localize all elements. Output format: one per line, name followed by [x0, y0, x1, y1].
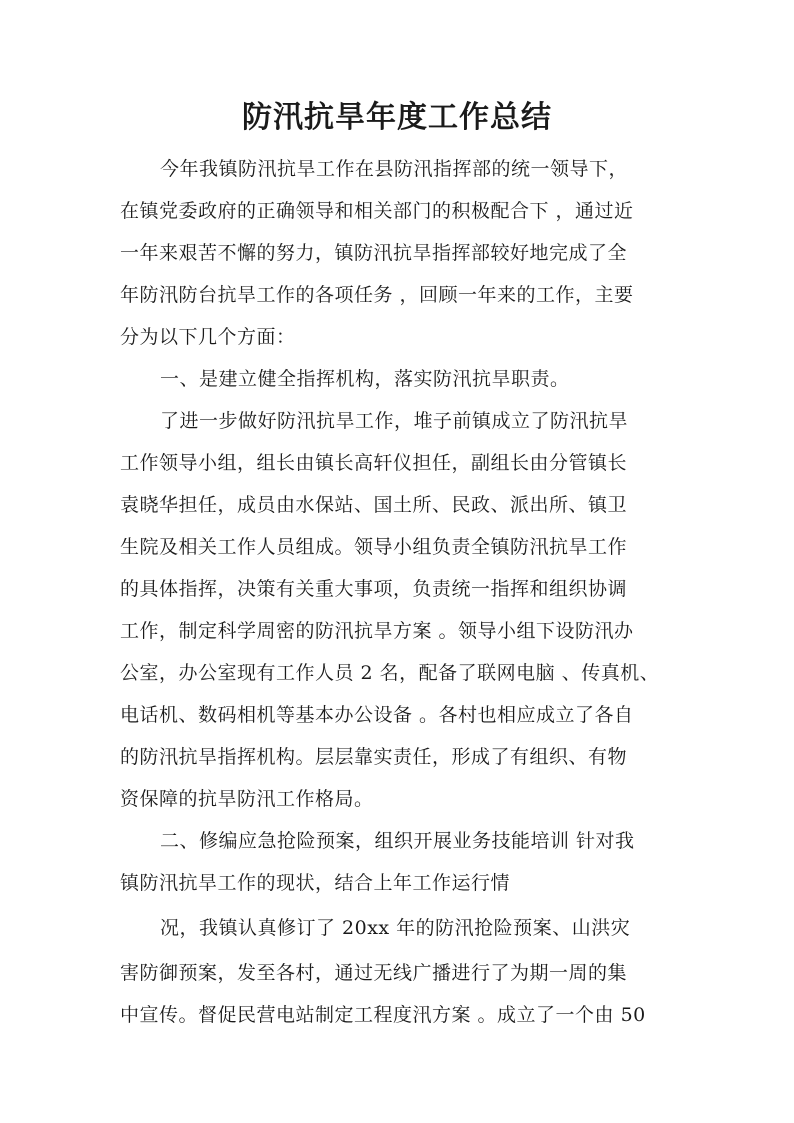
paragraph-line: 公室，办公室现有工作人员 2 名，配备了联网电脑 、传真机、 — [120, 662, 660, 684]
paragraph-line: 害防御预案，发至各村，通过无线广播进行了为期一周的集 — [120, 962, 628, 984]
paragraph-line: 分为以下几个方面： — [120, 326, 296, 348]
document-title: 防汛抗旱年度工作总结 — [242, 100, 552, 135]
paragraph-line: 袁晓华担任，成员由水保站、国土所、民政、派出所、镇卫 — [120, 494, 628, 516]
paragraph-line: 电话机、数码相机等基本办公设备 。各村也相应成立了各自 — [120, 704, 634, 726]
paragraph-line: 工作领导小组，组长由镇长高轩仪担任，副组长由分管镇长 — [120, 452, 628, 474]
paragraph-line: 中宣传。督促民营电站制定工程度汛方案 。成立了一个由 50 — [120, 1004, 646, 1026]
paragraph-line: 镇防汛抗旱工作的现状，结合上年工作运行情 — [120, 872, 511, 894]
paragraph-line: 工作，制定科学周密的防汛抗旱方案 。领导小组下设防汛办 — [120, 620, 634, 642]
paragraph-line: 生院及相关工作人员组成。领导小组负责全镇防汛抗旱工作 — [120, 536, 628, 558]
paragraph-line: 的防汛抗旱指挥机构。层层靠实责任，形成了有组织、有物 — [120, 746, 628, 768]
section-heading: 二、修编应急抢险预案，组织开展业务技能培训 针对我 — [160, 830, 635, 852]
paragraph-line: 了进一步做好防汛抗旱工作，堆子前镇成立了防汛抗旱 — [160, 410, 629, 432]
document-body — [120, 148, 690, 1036]
paragraph-line: 况，我镇认真修订了 20xx 年的防汛抢险预案、山洪灾 — [160, 917, 631, 939]
section-heading: 一、是建立健全指挥机构，落实防汛抗旱职责。 — [160, 368, 570, 390]
paragraph-line: 一年来艰苦不懈的努力，镇防汛抗旱指挥部较好地完成了全 — [120, 242, 628, 264]
paragraph-line: 年防汛防台抗旱工作的各项任务 ，回顾一年来的工作，主要 — [120, 284, 634, 306]
paragraph-line: 资保障的抗旱防汛工作格局。 — [120, 788, 374, 810]
paragraph-line: 在镇党委政府的正确领导和相关部门的积极配合下 ，通过近 — [120, 200, 634, 222]
paragraph-line: 今年我镇防汛抗旱工作在县防汛指挥部的统一领导下， — [160, 158, 629, 180]
paragraph-line: 的具体指挥，决策有关重大事项，负责统一指挥和组织协调 — [120, 578, 628, 600]
